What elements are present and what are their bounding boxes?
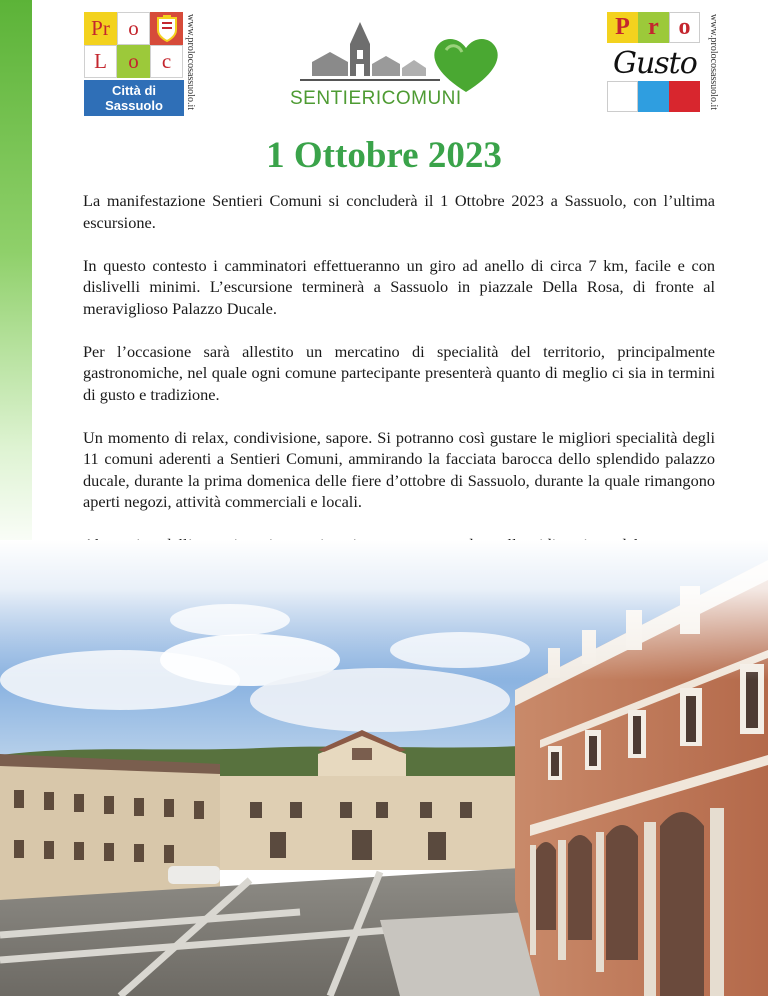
paragraph: La manifestazione Sentieri Comuni si concluderà il 1 Ottobre 2023 a Sassuolo, con l’ultima escursione.: [83, 191, 715, 232]
proloco-letter: o: [117, 45, 150, 78]
proloco-letter: o: [117, 12, 150, 45]
progusto-letter: r: [638, 12, 669, 43]
crest-icon: [150, 12, 183, 45]
proloco-letter: L: [84, 45, 117, 78]
progusto-wordmark: Gusto: [613, 46, 697, 81]
sentieri-comuni-logo: [290, 18, 510, 110]
paragraph: Un momento di relax, condivisione, sapore. Si potranno così gustare le migliori specialità degli 11 comuni aderenti a Sentieri Comuni, ammirando la facciata barocca dello splendido palazzo ducale, durante la prima domenica delle fiere d’ottobre di Sassuolo, durante la quale rimangono aperti negozi, attività commerciali e locali.: [83, 427, 715, 511]
page-title: 1 Ottobre 2023: [266, 135, 502, 176]
paragraph: In questo contesto i camminatori effettueranno un giro ad anello di circa 7 km, facile e con dislivelli minimi. L’escursione terminerà a Sassuolo in piazzale Della Rosa, di fronte al meraviglioso Palazzo Ducale.: [83, 255, 715, 318]
sentieri-wordmark: [290, 88, 460, 110]
paragraph: Per l’occasione sarà allestito un mercatino di specialità del territorio, principalmente gastronomiche, nel quale ogni comune partecipante presenterà quanto di meglio ci sia in termini di gusto e tradizione.: [83, 341, 715, 404]
photo-top-fade: [0, 540, 768, 680]
progusto-square-red: [669, 81, 700, 112]
proloco-letter-grid: [84, 12, 184, 116]
proloco-url: www.prolocosassuolo.it: [185, 14, 196, 111]
sentieri-wordmark-part2: COMUNI: [381, 88, 462, 109]
progusto-letter: o: [669, 12, 700, 43]
proloco-city-line2: Sassuolo: [105, 98, 163, 113]
proloco-logo: [84, 12, 196, 116]
progusto-square-blue: [638, 81, 669, 112]
proloco-letter: Pr: [84, 12, 117, 45]
proloco-city-label: [84, 80, 184, 116]
progusto-square-white: [607, 81, 638, 112]
green-accent-strip: [0, 0, 32, 560]
progusto-logo: [607, 12, 725, 112]
sentieri-wordmark-part1: SENTIERI: [290, 88, 382, 109]
progusto-url: www.prolocosassuolo.it: [708, 14, 719, 111]
proloco-city-line1: Città di: [111, 83, 157, 98]
progusto-letter: P: [607, 12, 638, 43]
proloco-letter: c: [150, 45, 183, 78]
